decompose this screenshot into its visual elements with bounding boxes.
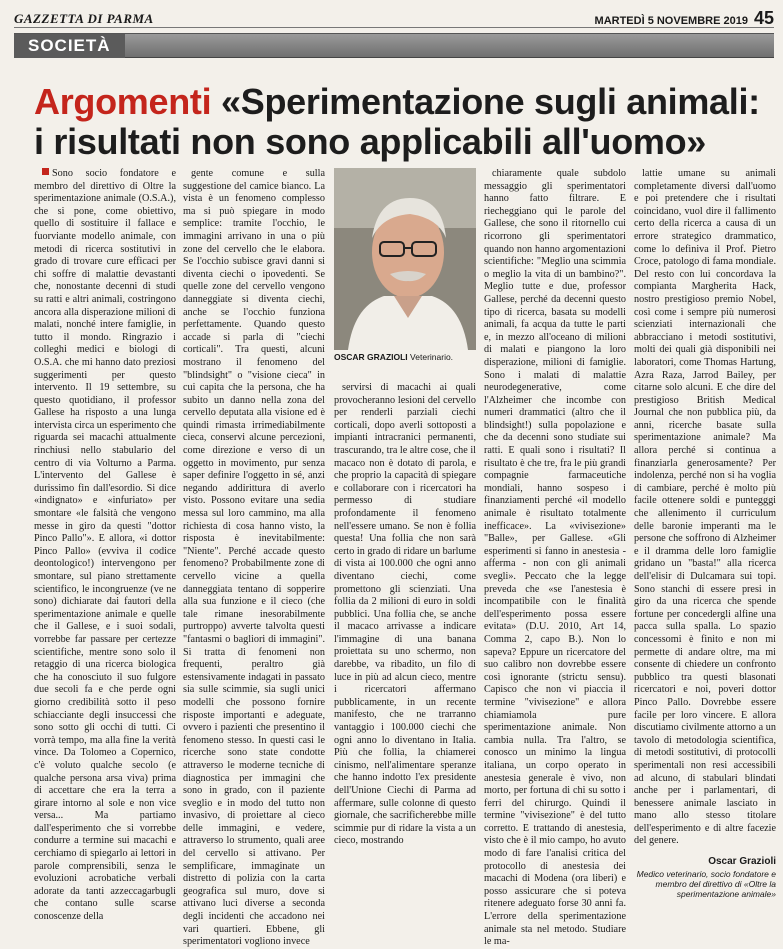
article-column-3: [334, 382, 476, 848]
author-role: Medico veterinario, socio fondatore e membro del direttivo di «Oltre la sperimentazione animale»: [636, 868, 776, 899]
page-number: 45: [753, 8, 774, 28]
column-text: gente comune e sulla suggestione del camice bianco. La vista è un fenomeno complesso ma si può spiegare in modo semplice: tramite l'occhio, le immagini arrivano in una o più zone del cervello che le elabora. Se l'occhio subisce gravi danni si diventa ciechi o ipovedenti. Se quelle zone del cervello vengono danneggiate si diventa ciechi, anche se l'occhio funziona perfettamente. Quando questo accade si parla di "ciechi corticali". Tra questi, alcuni mostrano il fenomeno del "blindsight" o "visione cieca" in cui capita che la persona, che ha subito un danno nella zona del cervello deputata alla visione ed è quindi rimasta irrimediabilmente cieca, conservi alcune percezioni, come direzione e verso di un oggetto in movimento, pur senza saper definire l'oggetto in sé, anzi negando addirittura di averlo visto. Possono evitare una sedia messa sul loro cammino, ma alla richiesta di cosa hanno visto, la risposta è inevitabilmente: "Niente". Perché accade questo fenomeno? Probabilmente zone di cervello vicine a quella danneggiata tentano di sopperire alla sua funzione e il cieco (che tale rimane inesorabilmente purtroppo) avverte talvolta questi "fantasmi o bagliori di immagini". Si tratta di fenomeni non frequenti, peraltro già estensivamente indagati in passato sia sulle scimmie, sia sugli unici modelli che possono fornire risposte importanti e adeguate, ovvero i pazienti che presentino il fenomeno stesso. In questi casi le ricerche sono state condotte attraverso le moderne tecniche di diagnostica per immagini che sono in grado, con il paziente sveglio e in modo del tutto non invasivo, di proiettare al cieco delle immagini, e vedere, attraverso lo strumento, quali aree del cervello si attivano. Per semplificare, immaginate un distretto di polizia con la carta geografica sul muro, dove si attivano luci diverse a seconda degli incidenti che accadono nei vari quartieri. Ebbene, gli sperimentatori vogliono invece: [183, 168, 325, 948]
headline-title: «Sperimentazione sugli animali: i risultati non sono applicabili all'uomo»: [34, 81, 760, 162]
article-column-1: [34, 168, 176, 924]
caption-role: Veterinario.: [410, 352, 454, 362]
caption-name: OSCAR GRAZIOLI: [334, 352, 408, 362]
author-signature: Oscar Grazioli: [708, 856, 776, 868]
article-column-2: [183, 168, 325, 949]
masthead: [14, 6, 774, 28]
headline-kicker: Argomenti: [34, 81, 212, 122]
author-photo: [334, 168, 476, 350]
column-text: lattie umane su animali completamente diversi dall'uomo e poi pretendere che i risultati coincidano, vuol dire il fallimento certo della ricerca a causa di un errore strategico drammatico, come lo definiva il Prof. Pietro Croce, patologo di fama mondiale. Del resto con lui concordava la compianta Margherita Hack, nostro prestigioso premio Nobel, così come i sempre più numerosi scienziati internazionali che abbracciano i metodi sostitutivi, molti dei quali già disponibili nei laboratori, come Thomas Hartung, Azra Raza, Jarrod Bailey, per citarne solo alcuni. E che dire del prestigioso British Medical Journal che non pubblica più, da anni, ricerche basate sulla sperimentazione animale? Ma allora perché si continua a finanziarla generosamente? Per indolenza, perché non si ha voglia di cambiare, perché è molto più facile ottenere soldi e puntegggi che allenimento il curriculum delle baronie imperanti ma le persone che soffrono di Alzheimer e il dramma delle loro famiglie gridano un "basta!" alla ricerca dell'elisir di Dulcamara sui topi. Sono stanchi di essere presi in giro da una ricerca che spende fortune per concedergli alfine una pacca sulla spalla. Lo spazio concessomi è finito e non mi permette di andare oltre, ma mi consente di chiedere un confronto pubblico tra questi blasonati ricercatori e noi, poveri dottor Pinco Pallo. Dovrebbe essere facile per loro vincere. E allora discutiamo civilmente attorno a un tavolo di metodologia scientifica, di metodi sostitutivi, di protocolli sperimentali non resi accessibili ad alcuno, di stabulari blindati anche per i parlamentari, di benessere animale lasciato in mano allo stesso titolare dell'esperimento e di altre facezie del genere.: [634, 168, 776, 847]
issue-date: MARTEDÌ 5 NOVEMBRE 2019: [594, 15, 748, 27]
portrait-image: [334, 168, 476, 350]
headline: [34, 82, 774, 162]
article-column-4: [484, 168, 626, 949]
photo-caption: [334, 352, 476, 362]
article-column-5: [634, 168, 776, 899]
column-text: chiaramente quale subdolo messaggio gli sperimentatori hanno fatto filtrare. E riecheggiano qui le parole del Gallese, che sono il ritornello cui ricorrono gli sperimentatori quando non hanno argomentazioni scientifiche: "Meglio una scimmia o meglio la vita di un bambino?". Meglio tutte e due, professor Gallese, perché da decenni questo tipo di ricerca, basata su modelli animali, fa acqua da tutte le parti e, in mezzo all'oceano di milioni di malati e piangono la loro disperazione, milioni di famiglie. Sono i malati di malattie neurodegenerative, come l'Alzheimer che incombe con numeri drammatici (altro che il blindsight!) sulla popolazione e che da decenni sono studiate sui ratti. E quali sono i risultati? Il risultato è che tre, fra le più grandi compagnie farmaceutiche mondiali, hanno sospeso i finanziamenti perché «il modello animale è risultato totalmente inefficace». La «vivisezione» "Balle», per Gallese. «Gli esperimenti si fanno in anestesia - afferma - non con gli animali svegli». Peccato che la legge preveda che «se l'anestesia è incompatibile con le finalità dell'esperimento possa essere evitata» (D.U. 2010, Art 14, Comma 2, capo B.). Non lo sapeva? Eppure un ricercatore del suo calibro non dovrebbe essere così ignorante (strictu sensu). Capisco che non vi piaccia il termine "vivisezione" e allora chiamiamola pure sperimentazione animale. Non cambia nulla. Tra l'altro, se conosco un minimo la lingua italiana, un corpo operato in anestesia generale è vivo, non morto, per fortuna di chi su sotto i ferri del chirurgo. Quindi il termine "vivisezione" è del tutto corretto. E trattando di anestesia, visto che è il mio campo, ho avuto modo di fare l'analisi critica del protocollo di anestesia dei macachi di Modena (ora liberi) e posso assicurare che si poteva ritenere adeguato forse 30 anni fa. L'errore della sperimentazione animale sta nel metodo. Studiare le ma-: [484, 168, 626, 948]
column-text: servirsi di macachi ai quali provocheranno lesioni del cervello per renderli parziali ciechi corticali, dopo averli sottoposti a impianti intracranici permanenti, trascurando, tra le altre cose, che il macaco non è dotato di parola, e che proprio la capacità di spiegare e collaborare con i ricercatori ha permesso di studiare profondamente il fenomeno nell'essere umano. Se non è follia questa! Una follia che non sarà certo in grado di ridare un barlume di vista ai 100.000 che ogni anno diventano ciechi, come promettono gli scienziati. Una follia da 2 milioni di euro in soldi pubblici. Una follia che, se anche il macaco arrivasse a indicare l'immagine di una banana proiettata su uno schermo, non darebbe, va ribadito, un filo di luce in più ad alcun cieco, mentre i ricercatori affermano pubblicamente, in un recente manifesto, che ne trarranno vantaggio i 100.000 ciechi che ogni anno lo diventano in Italia. Più che follia, la chiamerei cinismo, nell'alimentare speranze che hanno indotto l'ex presidente dell'Unione Ciechi di Parma ad affermare, sulle colonne di questo giornale, che sacrificherebbe mille scimmie pur di ridare la vista a un cieco, mostrando: [334, 382, 477, 847]
column-text: Sono socio fondatore e membro del direttivo di Oltre la sperimentazione animale (O.S.A.), che si pone, come obiettivo, quello di sostituire il fallace e fuorviante modello animale, con metodi di ricerca sostitutivi in grado di trovare cure efficaci per chi soffre di malattie devastanti che, nonostante decenni di studi su ratti e altri animali, costringono ancora alla disperazione milioni di malati, nonché intere famiglie, in tutto il mondo. Ringrazio i colleghi medici e biologi di O.S.A. che mi hanno dato preziosi suggerimenti per questo intervento. Il 19 settembre, su questo quotidiano, il professor Gallese ha risposto a una lunga intervista circa un esperimento che riguarda sei macachi attualmente rinchiusi nello stabulario del centro di via Volturno a Parma. L'intervento del Gallese è durissimo fin dall'esordio. Si dice «indignato» e «infuriato» per smontare «le falsità che vengono messe in giro da questi "dottor Pinco Pallo"». E allora, «i dottor Pinco Pallo» (evviva il codice deontologico!) intervengono per smontare, sul piano strettamente scientifico, le incongruenze (ve ne sono) dichiarate dai fautori della sperimentazione animale e quelle che il Gallese, e i suoi sodali, vorrebbe far passare per certezze scientifiche, mentre sono solo il retaggio di una ricerca biologica che ha conosciuto il suo fulgore due secoli fa e che perde ogni giorno credibilità sotto il peso schiacciante degli insuccessi che sono sotto gli occhi di tutti. Ci vorrà tempo, ma alla fine la verità vince. Da Tolomeo a Copernico, c'è voluto qualche secolo (e qualche persona arsa viva) prima di accettare che era la terra a girare intorno al sole e non vice versa... Ma partiamo dall'esperimento che si vorrebbe condurre a termine sui macachi e cerchiamo di spiegarlo ai lettori in parole comprensibili, senza le evoluzioni acrobatiche verbali adorate da tanti azzeccagarbugli che contano sulle scarse conoscenze della: [34, 168, 176, 923]
lead-marker-icon: [42, 168, 49, 175]
page-info: [595, 9, 774, 27]
section-bar: [14, 33, 774, 58]
newspaper-name: GAZZETTA DI PARMA: [14, 11, 154, 26]
section-label: SOCIETÀ: [14, 34, 125, 58]
